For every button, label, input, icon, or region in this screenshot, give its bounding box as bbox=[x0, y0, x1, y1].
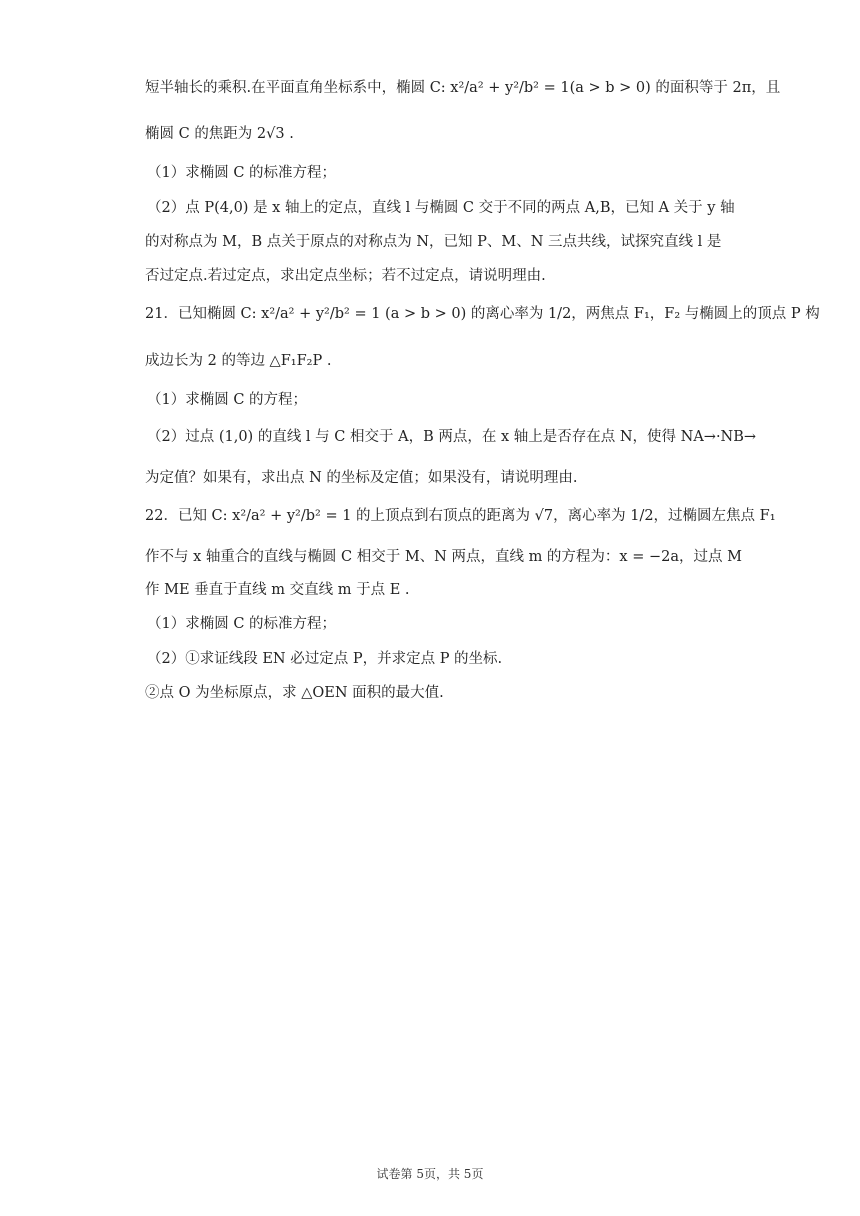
page-footer: 试卷第 5页，共 5页 bbox=[376, 1167, 484, 1181]
text-line-2: 椭圆 C 的焦距为 2√3 . bbox=[145, 126, 294, 142]
text-line-7: 21．已知椭圆 C: x²/a² + y²/b² = 1 (a > b > 0) 的离心率为 1/2，两焦点 F₁，F₂ 与椭圆上的顶点 P 构 bbox=[145, 306, 820, 322]
text-line-1: 短半轴长的乘积.在平面直角坐标系中，椭圆 C: x²/a² + y²/b² = 1(a > b > 0) 的面积等于 2π，且 bbox=[145, 80, 781, 96]
text-line-3: （1）求椭圆 C 的标准方程； bbox=[147, 165, 337, 181]
text-line-15: （1）求椭圆 C 的标准方程； bbox=[147, 616, 337, 632]
text-line-5: 的对称点为 M，B 点关于原点的对称点为 N，已知 P、M、N 三点共线，试探究直线 l 是 bbox=[145, 234, 722, 250]
text-line-16: （2）①求证线段 EN 必过定点 P，并求定点 P 的坐标. bbox=[147, 651, 503, 667]
text-line-17: ②点 O 为坐标原点，求 △OEN 面积的最大值. bbox=[145, 685, 444, 701]
text-line-9: （1）求椭圆 C 的方程； bbox=[147, 392, 308, 408]
text-line-8: 成边长为 2 的等边 △F₁F₂P . bbox=[145, 353, 332, 369]
text-line-11: 为定值？如果有，求出点 N 的坐标及定值；如果没有，请说明理由. bbox=[145, 470, 578, 486]
text-line-4: （2）点 P(4,0) 是 x 轴上的定点，直线 l 与椭圆 C 交于不同的两点 A,B，已知 A 关于 y 轴 bbox=[147, 200, 735, 216]
text-line-14: 作 ME 垂直于直线 m 交直线 m 于点 E . bbox=[145, 582, 410, 598]
text-line-12: 22．已知 C: x²/a² + y²/b² = 1 的上顶点到右顶点的距离为 √7，离心率为 1/2，过椭圆左焦点 F₁ bbox=[145, 508, 776, 524]
text-line-6: 否过定点.若过定点，求出定点坐标；若不过定点，请说明理由. bbox=[145, 268, 546, 284]
text-line-13: 作不与 x 轴重合的直线与椭圆 C 相交于 M、N 两点，直线 m 的方程为：x = −2a，过点 M bbox=[145, 549, 742, 565]
text-line-10: （2）过点 (1,0) 的直线 l 与 C 相交于 A，B 两点，在 x 轴上是否存在点 N，使得 NA→·NB→ bbox=[147, 429, 757, 445]
